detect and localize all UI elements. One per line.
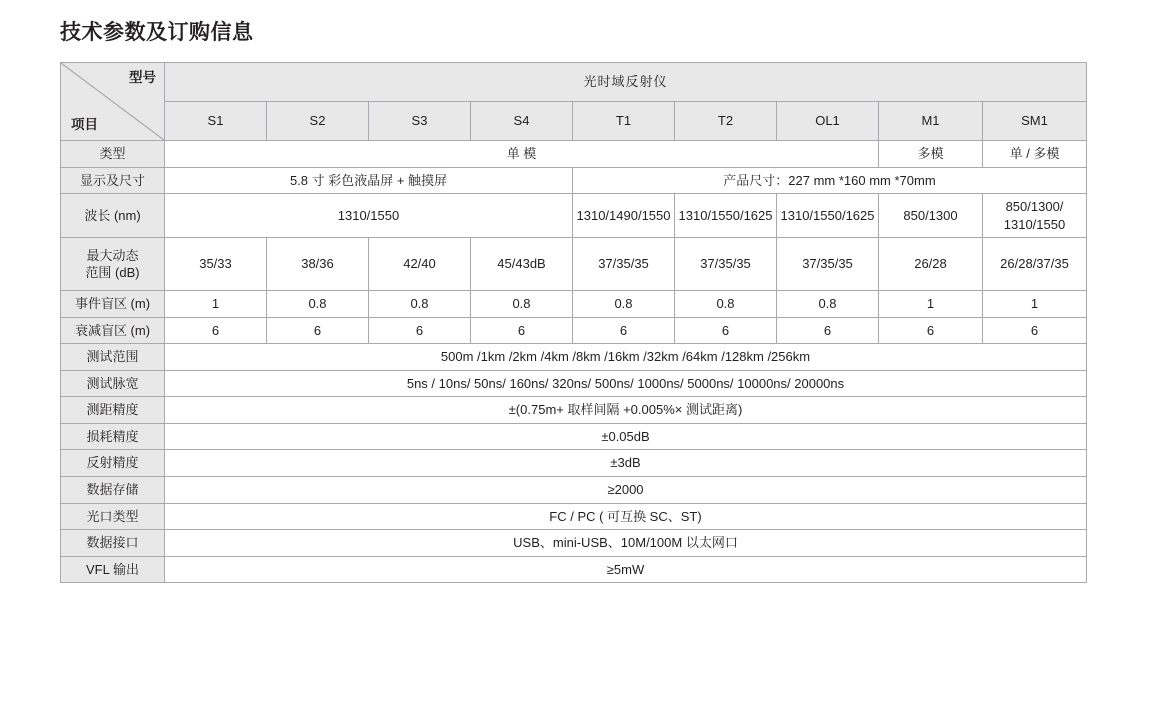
corner-model-label: 型号 — [129, 70, 156, 85]
corner-item-label: 项目 — [71, 116, 98, 132]
data-cell: 1310/1490/1550 — [573, 194, 675, 238]
data-cell: 5ns / 10ns/ 50ns/ 160ns/ 320ns/ 500ns/ 1000ns/ 5000ns/ 10000ns/ 20000ns — [165, 370, 1087, 397]
row-label: 最大动态 范围 (dB) — [61, 238, 165, 291]
data-cell: 45/43dB — [471, 238, 573, 291]
data-cell: ≥5mW — [165, 556, 1087, 583]
data-cell: 500m /1km /2km /4km /8km /16km /32km /64km /128km /256km — [165, 344, 1087, 371]
model-header-s2: S2 — [267, 102, 369, 141]
page-title: 技术参数及订购信息 — [60, 21, 254, 44]
data-cell: 37/35/35 — [675, 238, 777, 291]
data-cell: 0.8 — [267, 291, 369, 318]
table-row — [61, 344, 1087, 371]
data-cell: USB、mini-USB、10M/100M 以太网口 — [165, 530, 1087, 557]
data-cell: ±3dB — [165, 450, 1087, 477]
data-cell: 850/1300/ 1310/1550 — [983, 194, 1087, 238]
data-cell: 5.8 寸 彩色液晶屏 + 触摸屏 — [165, 167, 573, 194]
data-cell: 0.8 — [675, 291, 777, 318]
data-cell: ±(0.75m+ 取样间隔 +0.005%× 测试距离) — [165, 397, 1087, 424]
table-row — [61, 370, 1087, 397]
data-cell: 6 — [267, 317, 369, 344]
data-cell: 35/33 — [165, 238, 267, 291]
model-header-t1: T1 — [573, 102, 675, 141]
data-cell: 38/36 — [267, 238, 369, 291]
row-label: 显示及尺寸 — [61, 167, 165, 194]
data-cell: 单 模 — [165, 141, 879, 168]
model-header-s4: S4 — [471, 102, 573, 141]
data-cell: 6 — [675, 317, 777, 344]
data-cell: 1 — [879, 291, 983, 318]
data-cell: ≥2000 — [165, 477, 1087, 504]
table-row — [61, 397, 1087, 424]
data-cell: 26/28 — [879, 238, 983, 291]
row-label: 测距精度 — [61, 397, 165, 424]
row-label: 反射精度 — [61, 450, 165, 477]
row-label: 数据存储 — [61, 477, 165, 504]
model-header-sm1: SM1 — [983, 102, 1087, 141]
table-header-row-group — [61, 63, 1087, 102]
row-label: 波长 (nm) — [61, 194, 165, 238]
data-cell: 1 — [165, 291, 267, 318]
model-header-m1: M1 — [879, 102, 983, 141]
table-row — [61, 477, 1087, 504]
data-cell: 6 — [983, 317, 1087, 344]
table-row — [61, 238, 1087, 291]
row-label: 数据接口 — [61, 530, 165, 557]
row-label: 类型 — [61, 141, 165, 168]
table-row — [61, 503, 1087, 530]
data-cell: 850/1300 — [879, 194, 983, 238]
data-cell: 6 — [165, 317, 267, 344]
data-cell: 6 — [471, 317, 573, 344]
data-cell: 42/40 — [369, 238, 471, 291]
table-header-row-models — [61, 102, 1087, 141]
model-header-t2: T2 — [675, 102, 777, 141]
model-header-s3: S3 — [369, 102, 471, 141]
table-row — [61, 167, 1087, 194]
data-cell: 1310/1550/1625 — [777, 194, 879, 238]
data-cell: 1310/1550 — [165, 194, 573, 238]
data-cell: 0.8 — [471, 291, 573, 318]
row-label: 光口类型 — [61, 503, 165, 530]
data-cell: 6 — [369, 317, 471, 344]
table-row — [61, 423, 1087, 450]
data-cell: 0.8 — [573, 291, 675, 318]
table-row — [61, 556, 1087, 583]
data-cell: 0.8 — [369, 291, 471, 318]
data-cell: 26/28/37/35 — [983, 238, 1087, 291]
table-row — [61, 450, 1087, 477]
row-label: 衰减盲区 (m) — [61, 317, 165, 344]
table-row — [61, 530, 1087, 557]
data-cell: FC / PC ( 可互换 SC、ST) — [165, 503, 1087, 530]
table-row — [61, 291, 1087, 318]
data-cell: 0.8 — [777, 291, 879, 318]
row-label: 测试脉宽 — [61, 370, 165, 397]
table-row — [61, 317, 1087, 344]
data-cell: 37/35/35 — [777, 238, 879, 291]
row-label: 损耗精度 — [61, 423, 165, 450]
data-cell: 6 — [879, 317, 983, 344]
table-group-header: 光时域反射仪 — [165, 63, 1087, 102]
data-cell: 1 — [983, 291, 1087, 318]
spec-table-container — [60, 62, 1086, 583]
data-cell: 6 — [777, 317, 879, 344]
data-cell: 6 — [573, 317, 675, 344]
specification-table — [60, 62, 1087, 583]
data-cell: 单 / 多模 — [983, 141, 1087, 168]
row-label: 事件盲区 (m) — [61, 291, 165, 318]
table-row — [61, 194, 1087, 238]
data-cell: 产品尺寸：227 mm *160 mm *70mm — [573, 167, 1087, 194]
data-cell: ±0.05dB — [165, 423, 1087, 450]
data-cell: 1310/1550/1625 — [675, 194, 777, 238]
data-cell: 多模 — [879, 141, 983, 168]
model-header-s1: S1 — [165, 102, 267, 141]
row-label: VFL 输出 — [61, 556, 165, 583]
model-header-ol1: OL1 — [777, 102, 879, 141]
data-cell: 37/35/35 — [573, 238, 675, 291]
row-label: 测试范围 — [61, 344, 165, 371]
table-row — [61, 141, 1087, 168]
table-corner-cell — [61, 63, 165, 141]
